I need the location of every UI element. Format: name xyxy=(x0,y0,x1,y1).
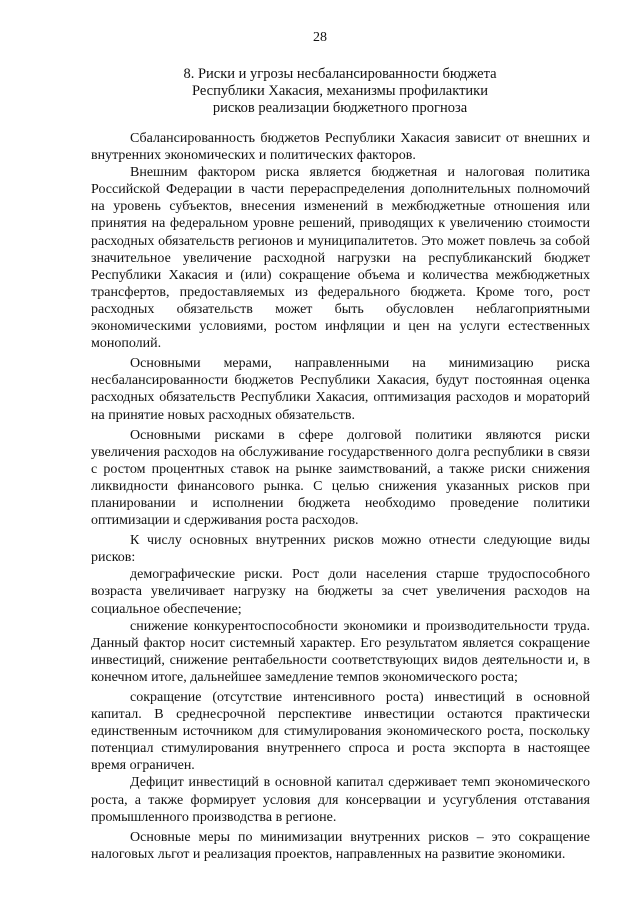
section-title-line: Республики Хакасия, механизмы профилактики xyxy=(192,83,488,99)
section-title-line: рисков реализации бюджетного прогноза xyxy=(212,100,468,116)
paragraph-investment-deficit: Дефицит инвестиций в основной капитал сдерживает темп экономического роста, а также формирует условия для консервации и усугубления отставания промышленного производства в регионе. xyxy=(91,775,590,825)
paragraph-internal-risks-intro: К числу основных внутренних рисков можно отнести следующие виды рисков: xyxy=(91,533,590,566)
page-number: 28 xyxy=(313,30,327,45)
paragraph-external-risk: Внешним фактором риска является бюджетная и налоговая политика Российской Федерации в части перераспределения дополнительных полномочий на уровень субъектов, внесения изменений в межбюджетные отношения или принятия на федеральном уровне решений, приводящих к увеличению стоимости расходных обязательств регионов и муниципалитетов. Это может повлечь за собой значительное увеличение расходной нагрузки на республиканский бюджет Республики Хакасия и (или) сокращение объема и количества межбюджетных трансфертов, предоставляемых из федерального бюджета. Кроме того, рост расходных обязательств может быть обусловлен неблагоприятными экономическими условиями, ростом инфляции и цен на услуги естественных монополий. xyxy=(91,165,590,352)
paragraph-competitiveness: снижение конкурентоспособности экономики и производительности труда. Данный фактор носит системный характер. Его результатом является сокращение инвестиций, снижение рентабельности соответствующих видов деятельности и, в конечном итоге, дальнейшее замедление темпов экономического роста; xyxy=(91,618,590,685)
document-body xyxy=(91,130,590,863)
section-title-line: 8. Риски и угрозы несбалансированности бюджета xyxy=(183,66,497,82)
paragraph-balance: Сбалансированность бюджетов Республики Хакасия зависит от внешних и внутренних экономических и политических факторов. xyxy=(91,131,590,164)
paragraph-investment-reduction: сокращение (отсутствие интенсивного роста) инвестиций в основной капитал. В среднесрочной перспективе инвестиции остаются практически единственным источником для стимулирования экономического роста, поскольку потенциал стимулирования внутреннего спроса и роста экспорта в настоящее время ограничен. xyxy=(91,690,590,774)
paragraph-internal-measures: Основные меры по минимизации внутренних рисков – это сокращение налоговых льгот и реализация проектов, направленных на развитие экономики. xyxy=(91,829,590,862)
paragraph-debt-policy-risks: Основными рисками в сфере долговой политики являются риски увеличения расходов на обслуживание государственного долга республики в связи с ростом процентных ставок на рынке заимствований, а также риски снижения ликвидности финансового рынка. С целью снижения указанных рисков при планировании и исполнении бюджета необходимо проведение политики оптимизации и сдерживания роста расходов. xyxy=(91,427,590,529)
section-title xyxy=(90,66,590,117)
paragraph-demographic-risks: демографические риски. Рост доли населения старше трудоспособного возраста увеличивает нагрузку на бюджеты за счет увеличения расходов на социальное обеспечение; xyxy=(91,567,590,617)
paragraph-mitigation-measures: Основными мерами, направленными на минимизацию риска несбалансированности бюджетов Республики Хакасия, будут постоянная оценка расходных обязательств Республики Хакасия, оптимизация расходов и мораторий на принятие новых расходных обязательств. xyxy=(91,356,590,423)
